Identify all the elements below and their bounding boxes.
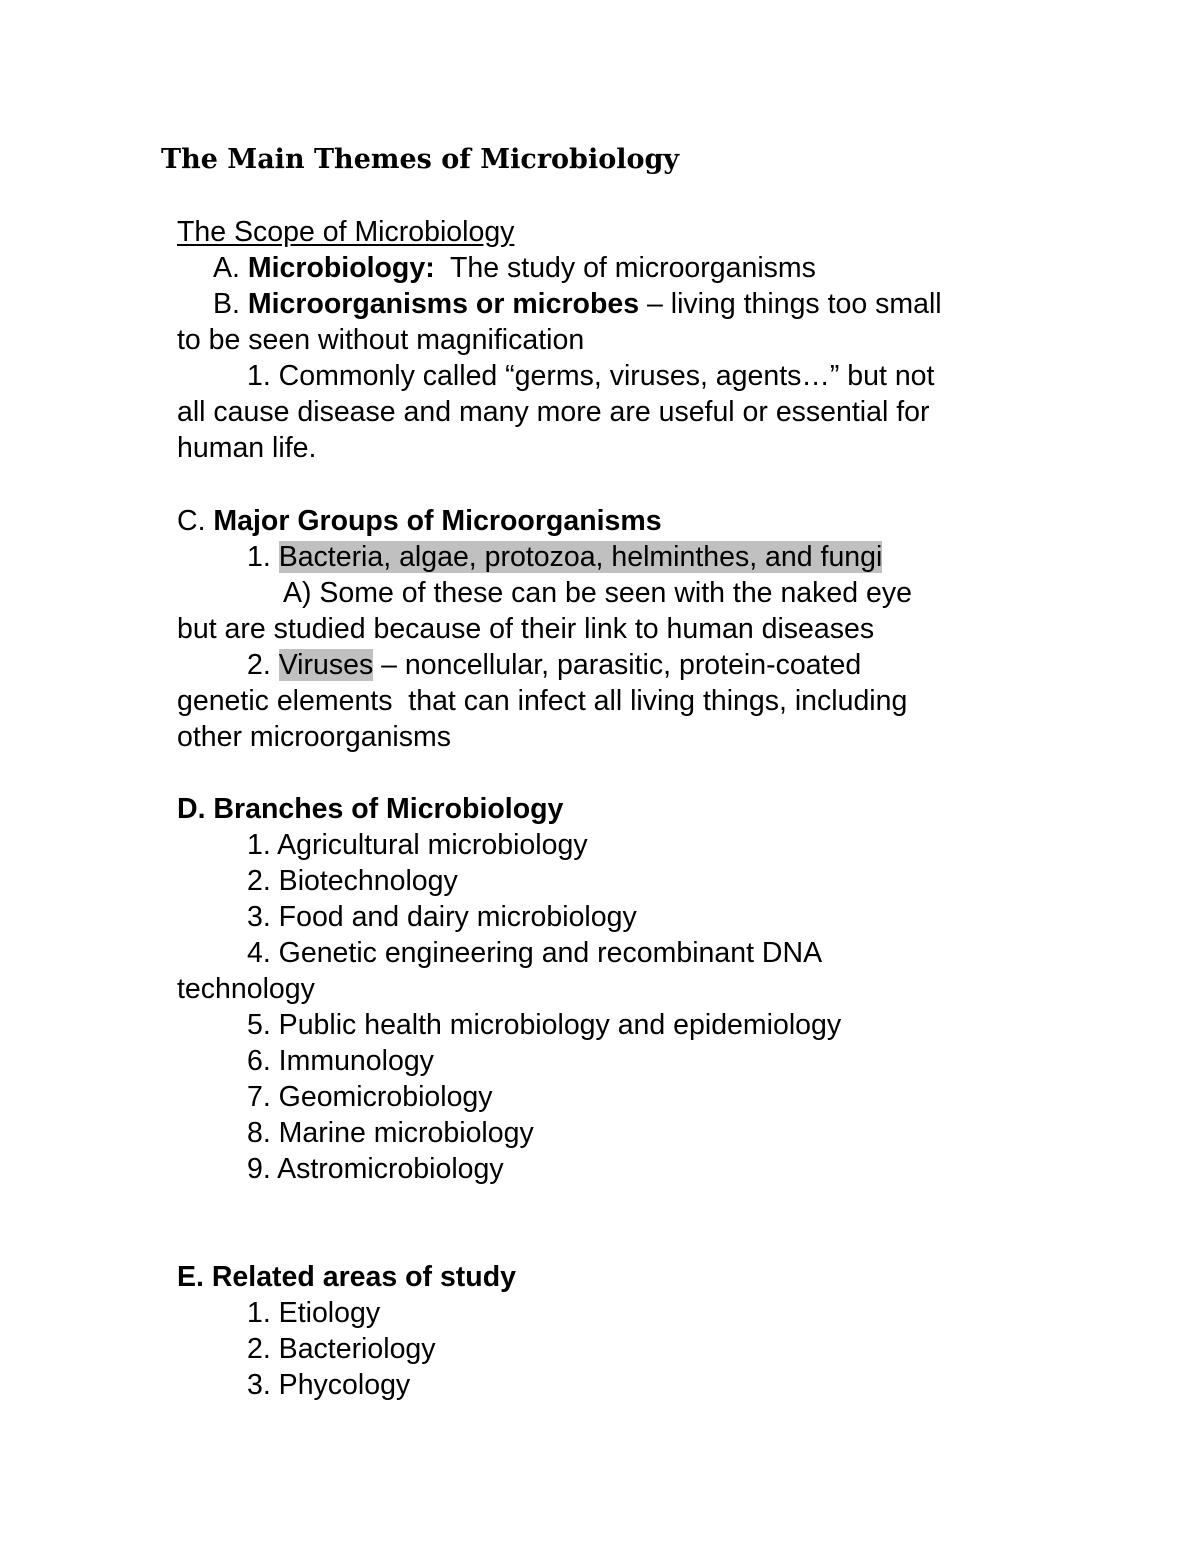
- list-item: 9. Astromicrobiology: [247, 1153, 504, 1185]
- list-item: 3. Phycology: [247, 1369, 411, 1401]
- item-b1-line3: human life.: [177, 432, 317, 464]
- item-c2-highlighted-term: Viruses: [278, 649, 374, 681]
- section-e-heading: E. Related areas of study: [177, 1261, 516, 1293]
- section-c-prefix: C.: [177, 505, 214, 537]
- list-item: 6. Immunology: [247, 1045, 434, 1077]
- scope-heading: The Scope of Microbiology: [177, 216, 515, 248]
- item-b1-line2: all cause disease and many more are useful or essential for: [177, 396, 930, 428]
- item-a: [213, 250, 816, 286]
- item-b-continuation: to be seen without magnification: [177, 324, 585, 356]
- list-item-continuation: technology: [177, 973, 315, 1005]
- list-item: 8. Marine microbiology: [247, 1117, 534, 1149]
- list-item: 3. Food and dairy microbiology: [247, 901, 637, 933]
- list-item: 1. Etiology: [247, 1297, 381, 1329]
- list-item: 2. Bacteriology: [247, 1333, 436, 1365]
- item-c1: [247, 539, 882, 575]
- item-a-prefix: A.: [213, 252, 248, 284]
- item-c1-number: 1.: [247, 541, 279, 573]
- item-b: [213, 286, 942, 322]
- item-c2-definition: – noncellular, parasitic, protein-coated: [373, 649, 862, 681]
- item-c1a-line2: but are studied because of their link to human diseases: [177, 613, 875, 645]
- item-c2-number: 2.: [247, 649, 279, 681]
- document-title: The Main Themes of Microbiology: [161, 144, 680, 175]
- section-c-heading: [177, 503, 662, 539]
- section-c-title: Major Groups of Microorganisms: [213, 505, 662, 537]
- item-c1-highlighted-text: Bacteria, algae, protozoa, helminthes, and fungi: [278, 541, 883, 573]
- list-item: 2. Biotechnology: [247, 865, 458, 897]
- section-d-heading: D. Branches of Microbiology: [177, 793, 564, 825]
- list-item: 4. Genetic engineering and recombinant DNA: [247, 937, 823, 969]
- item-b-term: Microorganisms or microbes: [247, 288, 640, 320]
- item-a-definition: The study of microorganisms: [434, 252, 816, 284]
- item-c1a-line1: A) Some of these can be seen with the naked eye: [283, 577, 912, 609]
- list-item: 7. Geomicrobiology: [247, 1081, 493, 1113]
- item-c2: [247, 647, 861, 683]
- item-b-prefix: B.: [213, 288, 248, 320]
- item-b1-line1: 1. Commonly called “germs, viruses, agents…” but not: [247, 360, 935, 392]
- list-item: 5. Public health microbiology and epidemiology: [247, 1009, 842, 1041]
- item-b-definition: – living things too small: [639, 288, 942, 320]
- item-c2-line3: other microorganisms: [177, 721, 452, 753]
- item-c2-line2: genetic elements that can infect all living things, including: [177, 685, 908, 717]
- list-item: 1. Agricultural microbiology: [247, 829, 588, 861]
- item-a-term: Microbiology:: [247, 252, 435, 284]
